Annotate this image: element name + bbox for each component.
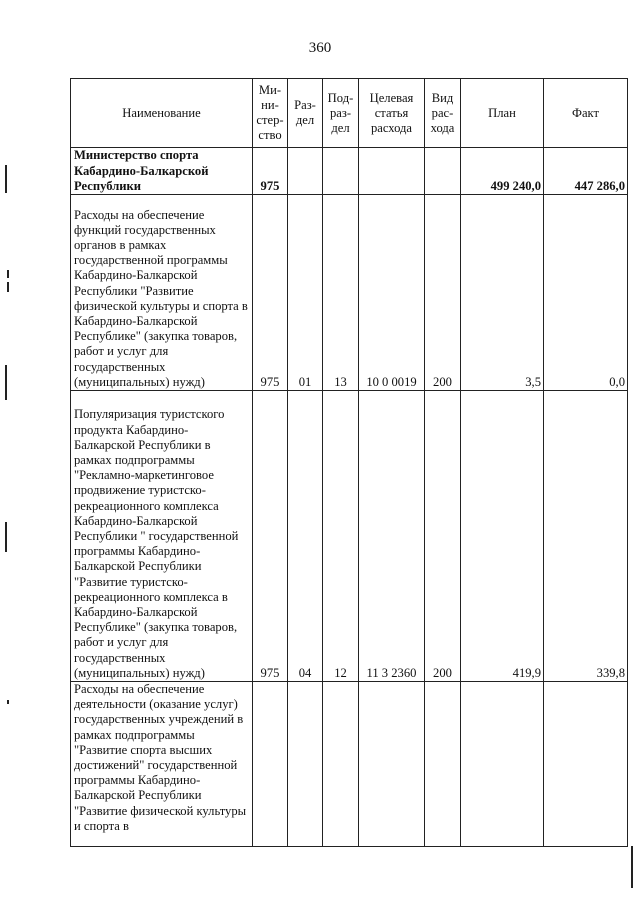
cell-fact: 339,8 (544, 391, 628, 682)
cell-fact (544, 682, 628, 847)
header-section: Раз- дел (288, 79, 323, 148)
cell-fact: 0,0 (544, 195, 628, 391)
cell-ministry: 975 (253, 148, 288, 195)
cell-target-article: 11 3 2360 (359, 391, 425, 682)
cell-expense-type: 200 (425, 195, 461, 391)
cell-section (288, 682, 323, 847)
table-row (71, 682, 628, 847)
header-fact: Факт (544, 79, 628, 148)
table-row (71, 195, 628, 391)
cell-section (288, 148, 323, 195)
cell-expense-type (425, 682, 461, 847)
cell-name: Расходы на обеспечение функций государственных органов в рамках государственной программы Кабардино-Балкарской Республики "Развитие физической культуры и спорта в Кабардино-Балкарской Республике" (закупка товаров, работ и услуг для государственных (муниципальных) нужд) (71, 195, 253, 391)
cell-name: Популяризация туристского продукта Кабардино-Балкарской Республики в рамках подпрограммы "Рекламно-маркетинговое продвижение туристско-рекреационного комплекса Кабардино-Балкарской Республики " государственной программы Кабардино-Балкарской Республики "Развитие туристско-рекреационного комплекса в Кабардино-Балкарской Республике" (закупка товаров, работ и услуг для государственных (муниципальных) нужд) (71, 391, 253, 682)
cell-subsection (323, 682, 359, 847)
scan-margin-mark (5, 522, 7, 552)
scan-margin-mark (7, 282, 9, 292)
header-name: Наименование (71, 79, 253, 148)
header-target-article: Целевая статья расхода (359, 79, 425, 148)
cell-section: 01 (288, 195, 323, 391)
cell-plan: 3,5 (461, 195, 544, 391)
cell-plan: 419,9 (461, 391, 544, 682)
cell-fact: 447 286,0 (544, 148, 628, 195)
cell-target-article (359, 682, 425, 847)
scan-margin-mark (7, 270, 9, 278)
cell-ministry: 975 (253, 391, 288, 682)
header-subsection: Под- раз- дел (323, 79, 359, 148)
cell-target-article: 10 0 0019 (359, 195, 425, 391)
cell-expense-type (425, 148, 461, 195)
cell-plan: 499 240,0 (461, 148, 544, 195)
table-row (71, 148, 628, 195)
table-row (71, 391, 628, 682)
cell-subsection: 12 (323, 391, 359, 682)
cell-ministry: 975 (253, 195, 288, 391)
cell-subsection: 13 (323, 195, 359, 391)
cell-name: Министерство спорта Кабардино-Балкарской Республики (71, 148, 253, 195)
header-expense-type: Вид рас- хода (425, 79, 461, 148)
cell-target-article (359, 148, 425, 195)
cell-expense-type: 200 (425, 391, 461, 682)
scan-margin-mark (7, 700, 9, 704)
cell-plan (461, 682, 544, 847)
scan-margin-mark (5, 165, 7, 193)
page-number: 360 (308, 40, 332, 56)
scan-margin-mark (631, 846, 633, 888)
cell-section: 04 (288, 391, 323, 682)
scan-margin-mark (5, 365, 7, 400)
budget-table (70, 78, 628, 847)
header-plan: План (461, 79, 544, 148)
cell-ministry (253, 682, 288, 847)
cell-name: Расходы на обеспечение деятельности (оказание услуг) государственных учреждений в рамках подпрограммы "Развитие спорта высших достижений" государственной программы Кабардино-Балкарской Республики "Развитие физической культуры и спорта в (71, 682, 253, 847)
cell-subsection (323, 148, 359, 195)
table-header-row (71, 79, 628, 148)
header-ministry: Ми- ни- стер- ство (253, 79, 288, 148)
